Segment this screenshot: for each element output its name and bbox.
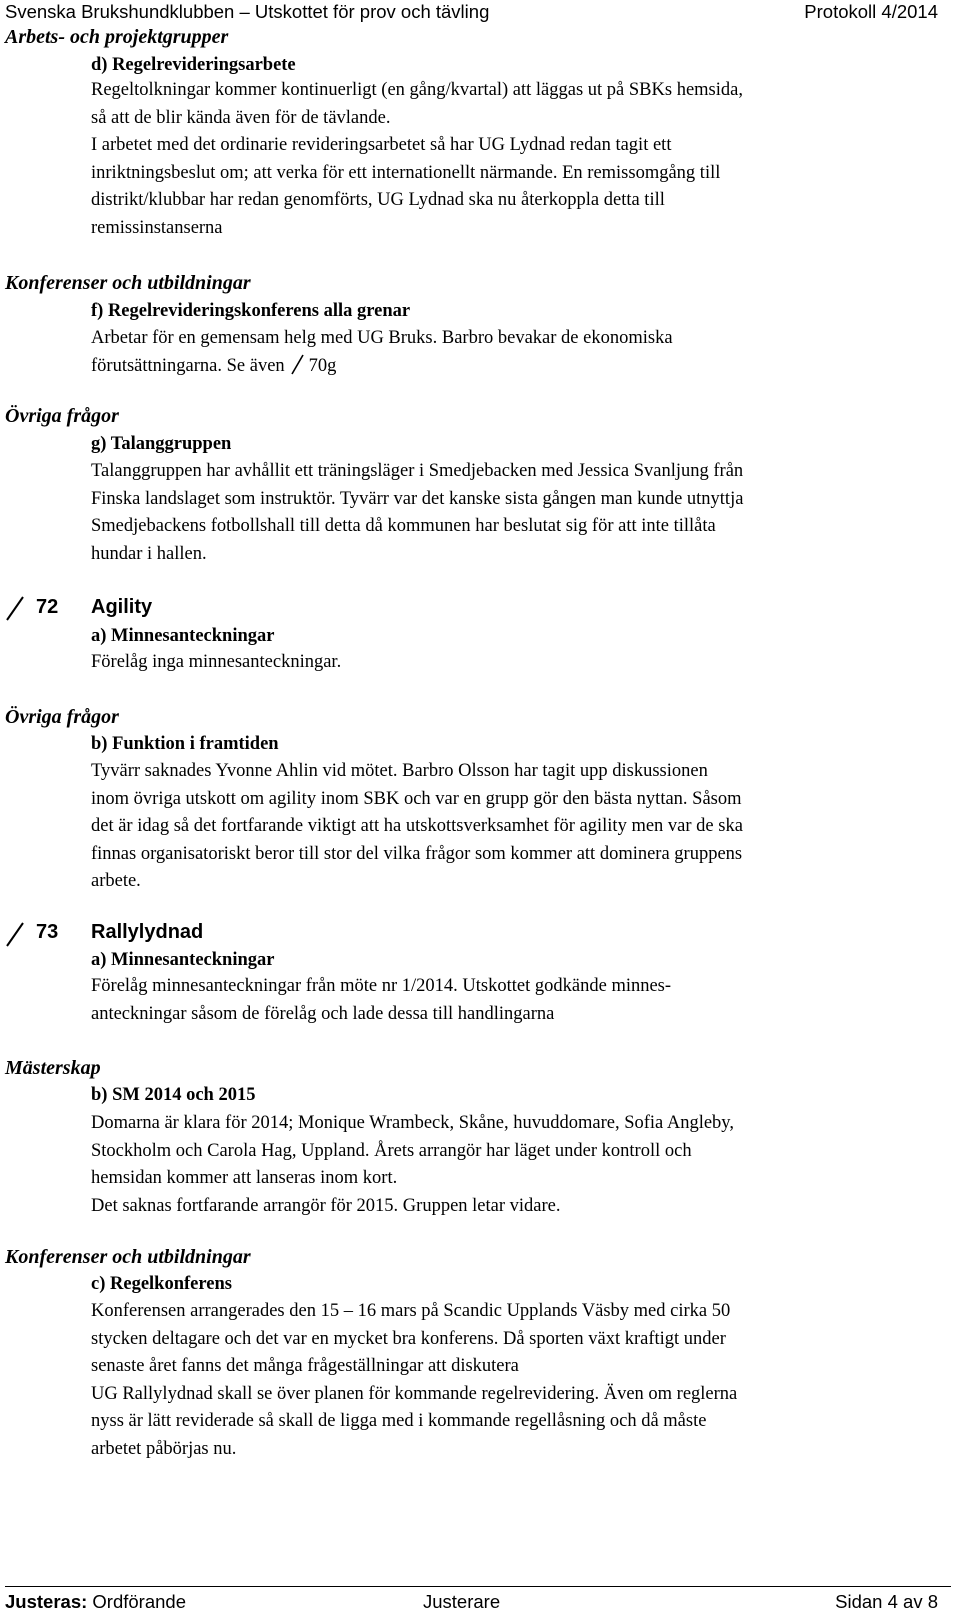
paragraph-line: anteckningar såsom de förelåg och lade dessa till handlingarna [91, 1003, 555, 1024]
paragraph-line: stycken deltagare och det var en mycket bra konferens. Då sporten växt kraftigt under [91, 1328, 726, 1349]
paragraph-line: senaste året fanns det många frågeställningar att diskutera [91, 1356, 519, 1376]
paragraph-d-regelrevidering [91, 77, 951, 242]
category-ovriga-fragor: Övriga frågor [5, 706, 119, 728]
paragraph-line: Förelåg minnesanteckningar från möte nr 1/2014. Utskottet godkände minnes- [91, 976, 672, 996]
paragraph-line: Talanggruppen har avhållit ett träningsläger i Smedjebacken med Jessica Svanljung från [91, 461, 744, 481]
paragraph-line: inriktningsbeslut om; att verka för ett internationellt närmande. En remissomgång till [91, 162, 721, 183]
header-group-heading: Arbets- och projektgrupper [5, 26, 229, 48]
paragraph-line: Smedjebackens fotbollshall till detta då kommunen har beslutat sig för att inte tillåta [91, 516, 716, 536]
paragraph-a-minnesanteckningar [91, 649, 951, 677]
category-konferenser: Konferenser och utbildningar [5, 272, 251, 294]
footer-page-number: Sidan 4 av 8 [835, 1591, 938, 1612]
paragraph-f-regelrevideringskonferens [91, 325, 951, 380]
paragraph-line: Arbetar för en gemensam helg med UG Bruks. Barbro bevakar de ekonomiska [91, 328, 673, 348]
footer-justeras-label: Justeras: [5, 1591, 88, 1612]
subheading-a-minnesanteckningar: a) Minnesanteckningar [91, 950, 275, 970]
paragraph-b-funktion-i-framtiden [91, 758, 951, 896]
header-org-title: Svenska Brukshundklubben – Utskottet för prov och tävling [5, 1, 490, 22]
subheading-b-funktion-i-framtiden: b) Funktion i framtiden [91, 734, 279, 754]
paragraph-a-minnesanteckningar [91, 973, 951, 1028]
paragraph-line: I arbetet med det ordinarie revideringsarbetet så har UG Lydnad redan tagit ett [91, 135, 672, 155]
subheading-f-regelrevideringskonferens: f) Regelrevideringskonferens alla grenar [91, 301, 411, 321]
paragraph-line: distrikt/klubbar har redan genomförts, UG Lydnad ska nu återkoppla detta till [91, 190, 665, 210]
paragraph-line: Stockholm och Carola Hag, Uppland. Årets arrangör har läget under kontroll och [91, 1140, 692, 1161]
section-number-72: 72 [36, 596, 59, 618]
section-sign-icon [5, 595, 25, 621]
paragraph-line: Konferensen arrangerades den 15 – 16 mars på Scandic Upplands Väsby med cirka 50 [91, 1301, 731, 1321]
category-masterskap: Mästerskap [5, 1057, 101, 1079]
paragraph-line: inom övriga utskott om agility inom SBK och var en grupp gör den bästa nyttan. Såsom [91, 788, 742, 809]
section-title-rallylydnad: Rallylydnad [91, 921, 204, 943]
section-sign-icon [289, 353, 305, 375]
paragraph-line: Tyvärr saknades Yvonne Ahlin vid mötet. Barbro Olsson har tagit upp diskussionen [91, 761, 708, 781]
subheading-c-regelkonferens: c) Regelkonferens [91, 1274, 232, 1294]
subheading-d-regelrevidering: d) Regelrevideringsarbete [91, 55, 296, 75]
section-sign-icon [5, 921, 25, 947]
section-reference: 70g [308, 355, 337, 376]
subheading-g-talanggruppen: g) Talanggruppen [91, 434, 232, 454]
paragraph-line: hemsidan kommer att lanseras inom kort. [91, 1168, 398, 1188]
section-number-73: 73 [36, 921, 59, 943]
footer-justerare: Justerare [423, 1591, 501, 1612]
category-ovriga-fragor: Övriga frågor [5, 405, 119, 427]
footer-justeras [5, 1590, 186, 1614]
paragraph-line: nyss är lätt reviderade så skall de ligga med i kommande regellåsning och då måste [91, 1411, 707, 1431]
paragraph-line: så att de blir kända även för de tävlande. [91, 107, 391, 128]
paragraph-c-regelkonferens [91, 1298, 951, 1463]
paragraph-line: remissinstanserna [91, 217, 223, 238]
paragraph-line [91, 353, 951, 381]
paragraph-line: Förelåg inga minnesanteckningar. [91, 652, 342, 672]
subheading-a-minnesanteckningar: a) Minnesanteckningar [91, 626, 275, 646]
paragraph-line: Det saknas fortfarande arrangör för 2015. Gruppen letar vidare. [91, 1195, 561, 1216]
footer-ordforande: Ordförande [92, 1591, 186, 1612]
header-protocol-number: Protokoll 4/2014 [804, 1, 938, 22]
paragraph-line: arbete. [91, 871, 141, 891]
subheading-b-sm-2014-2015: b) SM 2014 och 2015 [91, 1085, 256, 1105]
paragraph-line: Finska landslaget som instruktör. Tyvärr var det kanske sista gången man kunde utnyttja [91, 488, 744, 509]
footer-divider [5, 1586, 951, 1587]
paragraph-line: Domarna är klara för 2014; Monique Wrambeck, Skåne, huvuddomare, Sofia Angleby, [91, 1113, 734, 1133]
paragraph-line: Regeltolkningar kommer kontinuerligt (en gång/kvartal) att läggas ut på SBKs hemsida, [91, 80, 743, 100]
paragraph-line: UG Rallylydnad skall se över planen för kommande regelrevidering. Även om reglerna [91, 1383, 738, 1404]
paragraph-b-sm-2014-2015 [91, 1110, 951, 1220]
paragraph-line: finnas organisatoriskt beror till stor del vilka frågor som kommer att dominera gruppens [91, 843, 743, 864]
paragraph-line: arbetet påbörjas nu. [91, 1438, 237, 1459]
category-konferenser: Konferenser och utbildningar [5, 1246, 251, 1268]
paragraph-line: hundar i hallen. [91, 543, 207, 564]
section-title-agility: Agility [91, 596, 153, 618]
paragraph-line: det är idag så det fortfarande viktigt att ha utskottsverksamhet för agility men var de ska [91, 816, 743, 836]
paragraph-line-text: förutsättningarna. Se även [91, 355, 285, 376]
paragraph-g-talanggruppen [91, 458, 951, 568]
